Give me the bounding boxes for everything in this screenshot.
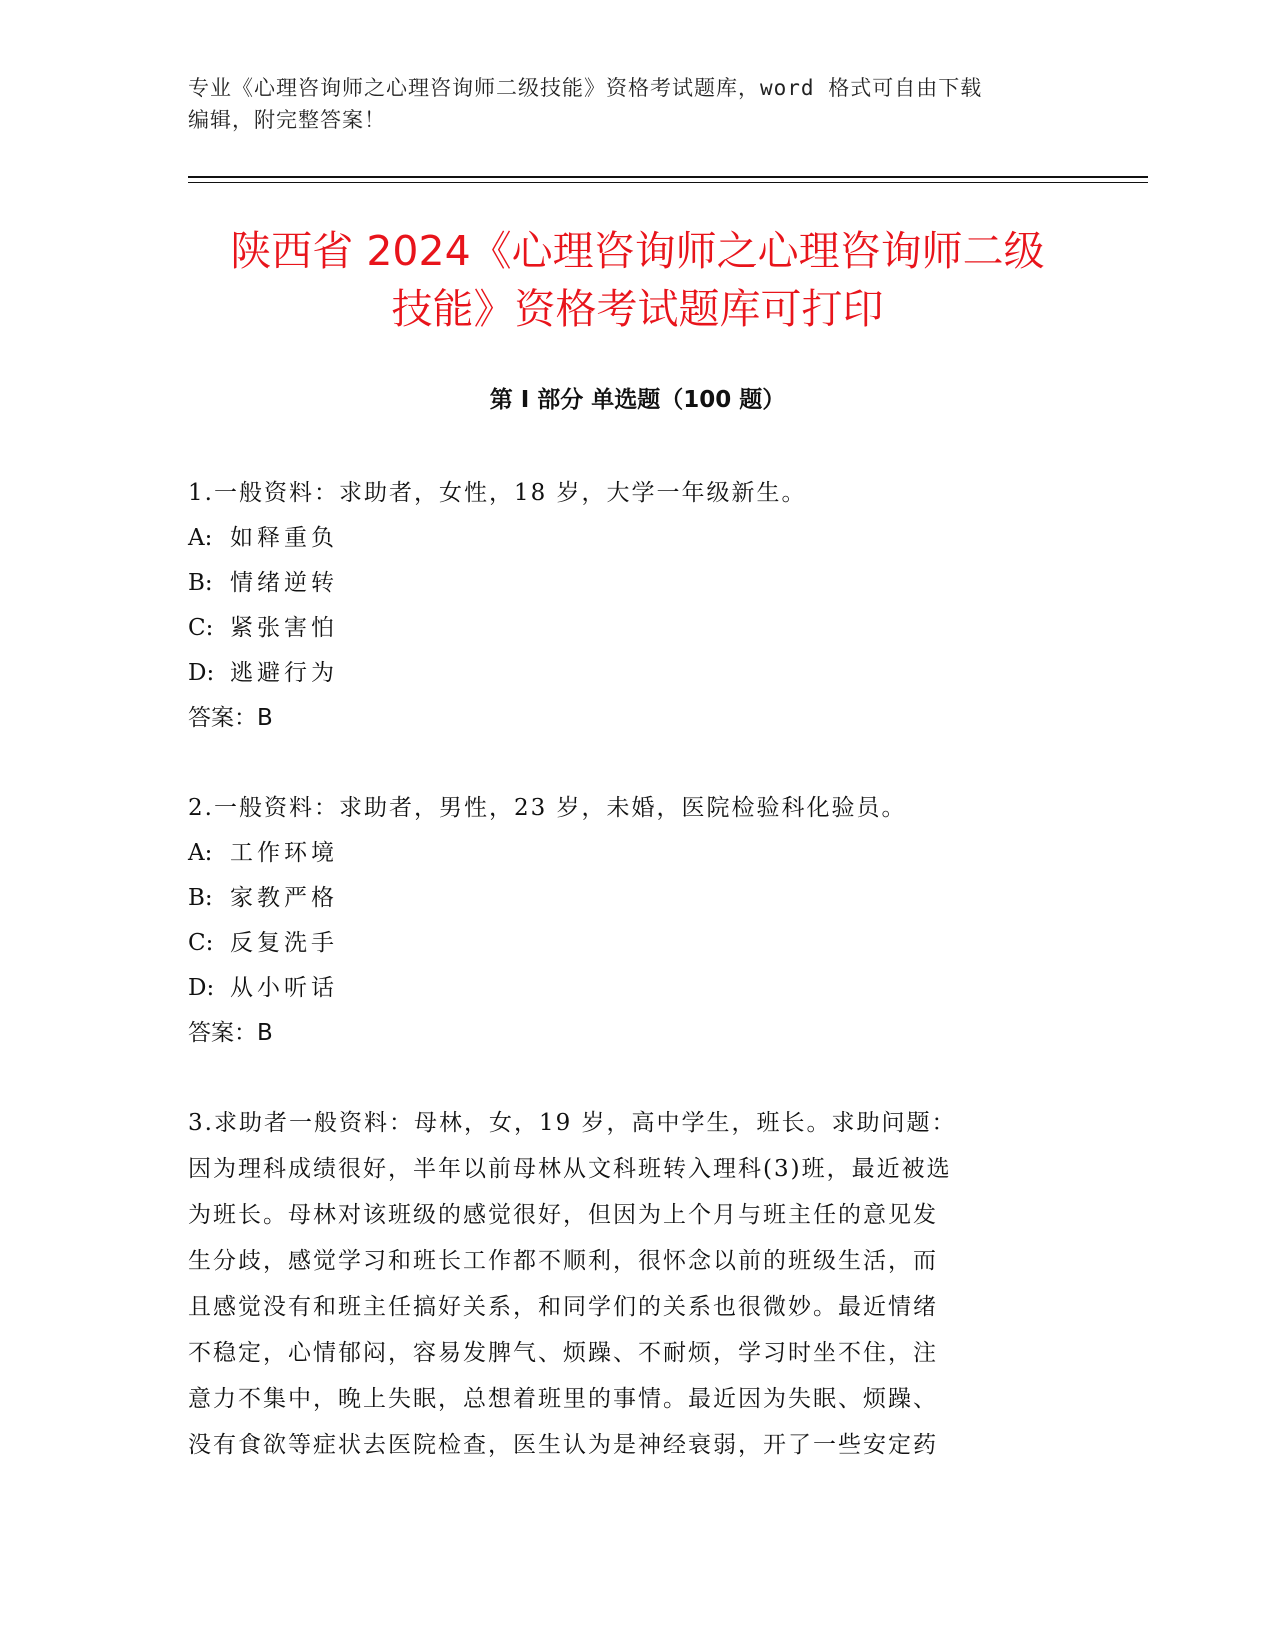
option-text: 如释重负 [230, 525, 338, 551]
option-b [188, 876, 1068, 921]
option-text: 情绪逆转 [230, 570, 338, 596]
document-title-line-2: 技能》资格考试题库可打印 [391, 285, 884, 333]
header-note-line-2: 编辑，附完整答案！ [188, 108, 386, 132]
option-letter: B: [188, 885, 213, 911]
question-stem-line: 没有食欲等症状去医院检查，医生认为是神经衰弱，开了一些安定药 [188, 1432, 938, 1458]
option-a [188, 831, 1068, 876]
header-note-line-1: 专业《心理咨询师之心理咨询师二级技能》资格考试题库，word 格式可自由下载 [188, 76, 983, 100]
question-stem: 2.一般资料：求助者，男性，23 岁，未婚，医院检验科化验员。 [188, 795, 907, 821]
question-1 [188, 470, 1068, 741]
document-title-line-1: 陕西省 2024《心理咨询师之心理咨询师二级 [230, 227, 1045, 275]
option-text: 家教严格 [230, 885, 338, 911]
option-text: 紧张害怕 [230, 615, 338, 641]
option-b [188, 561, 1068, 606]
question-stem-line: 且感觉没有和班主任搞好关系，和同学们的关系也很微妙。最近情绪 [188, 1294, 938, 1320]
question-3 [188, 1100, 1068, 1468]
question-stem-line: 意力不集中，晚上失眠，总想着班里的事情。最近因为失眠、烦躁、 [188, 1386, 938, 1412]
question-list [188, 470, 1068, 1512]
question-stem: 1.一般资料：求助者，女性，18 岁，大学一年级新生。 [188, 480, 807, 506]
option-letter: D: [188, 660, 215, 686]
option-letter: C: [188, 930, 214, 956]
option-text: 反复洗手 [230, 930, 338, 956]
option-letter: D: [188, 975, 215, 1001]
question-stem-line: 为班长。母林对该班级的感觉很好，但因为上个月与班主任的意见发 [188, 1202, 938, 1228]
option-text: 从小听话 [230, 975, 338, 1001]
section-heading: 第 I 部分 单选题（100 题） [489, 387, 786, 413]
option-c [188, 606, 1068, 651]
header-divider-thick [188, 176, 1148, 178]
option-a [188, 516, 1068, 561]
option-d [188, 966, 1068, 1011]
question-stem-line: 不稳定，心情郁闷，容易发脾气、烦躁、不耐烦，学习时坐不住，注 [188, 1340, 938, 1366]
option-letter: A: [188, 840, 213, 866]
option-letter: B: [188, 570, 213, 596]
option-letter: A: [188, 525, 213, 551]
option-text: 逃避行为 [230, 660, 338, 686]
header-divider-thin [188, 182, 1148, 183]
header-note [188, 72, 1088, 136]
option-letter: C: [188, 615, 214, 641]
option-text: 工作环境 [230, 840, 338, 866]
answer-line: 答案：B [188, 705, 273, 731]
answer-line: 答案：B [188, 1020, 273, 1046]
question-2 [188, 785, 1068, 1056]
question-stem-line: 3.求助者一般资料：母林，女，19 岁，高中学生，班长。求助问题： [188, 1110, 957, 1136]
question-stem-line: 生分歧，感觉学习和班长工作都不顺利，很怀念以前的班级生活，而 [188, 1248, 938, 1274]
document-title [150, 222, 1125, 338]
option-c [188, 921, 1068, 966]
question-stem-line: 因为理科成绩很好，半年以前母林从文科班转入理科(3)班，最近被选 [188, 1156, 952, 1182]
option-d [188, 651, 1068, 696]
